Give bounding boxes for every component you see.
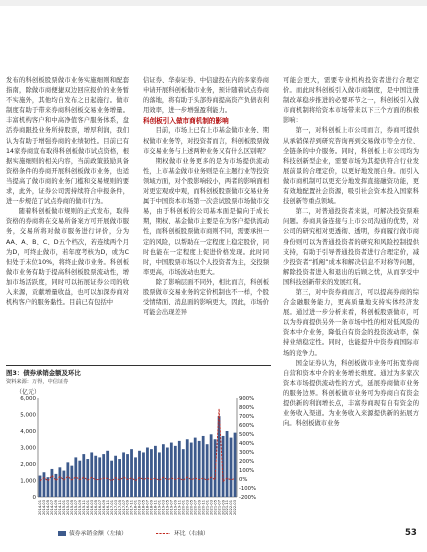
figure-source: 资料来源：万得，中信证券 — [6, 379, 69, 385]
x-tick-label: 2022-03 — [233, 500, 238, 516]
bar — [134, 457, 137, 497]
x-tick-label: 2020-09 — [197, 500, 202, 516]
bar — [230, 438, 233, 497]
bond-underwriting-chart — [6, 384, 271, 543]
x-tick-label: 2016-09 — [101, 500, 106, 516]
bar — [202, 436, 205, 497]
bar — [162, 444, 165, 497]
bar — [106, 451, 109, 497]
bar — [166, 448, 169, 498]
bar — [190, 443, 193, 497]
left-tick-label: 5,000 — [20, 412, 36, 419]
right-tick-label: 600% — [239, 423, 255, 429]
x-tick-label: 2018-01 — [133, 500, 138, 516]
paragraph: 目前，市场上已有上市基金做市业务、期权做市业务等，对投资者而言，科创板股票做市交易业务与上述两种业务又有什么区别呢？ — [143, 127, 269, 155]
paragraph: 除了影响层面不同外，相比而言，科创板股票做市交易业务的定价机制也不一样，个股受情绪面、消息面的影响更大，因此，市场价可能会出现差异 — [143, 278, 269, 317]
bar — [178, 441, 181, 497]
bar — [98, 457, 101, 497]
x-tick-label: 2016-11 — [105, 500, 110, 516]
bar — [234, 433, 237, 497]
x-tick-label: 2018-05 — [141, 500, 146, 516]
left-tick-label: 3,000 — [20, 445, 36, 452]
page-number: 53 — [405, 528, 417, 538]
bar — [226, 431, 229, 497]
paragraph: 发布的科创板股票做市业务实施细则和配套指南，除做市商便捷双边回应报价的业务暂不实施外，其他均自发布之日起施行。做市制度有助于带来券商科创板交易业务增量。丰富机构客户和中高净值客户服务体系，盘活券商跟投业务所持股票，增厚利润，我们认为有助于增强券商的业绩韧性。目前已有14家券商宣布取得科创板做市试点资格，根据实施细则的相关内容，当前政策鼓励具备资格条件的券商开展科创板做市业务，也适当提高了做市商的业务门槛和交易规则的要求，此外，证券公司需持续符合申报条件，进一步规范了试点券商的做市行为。 — [6, 77, 129, 206]
right-tick-label: 900% — [239, 396, 255, 402]
right-tick-label: 100% — [239, 468, 255, 474]
right-tick-label: 200% — [239, 459, 255, 465]
x-tick-label: 2016-05 — [93, 500, 98, 516]
x-tick-label: 2015-11 — [81, 500, 86, 516]
x-tick-label: 2020-01 — [181, 500, 186, 516]
bar — [39, 476, 42, 497]
left-tick-label: 0 — [32, 495, 36, 501]
x-tick-label: 2019-09 — [173, 500, 178, 516]
x-tick-label: 2021-05 — [213, 500, 218, 516]
x-tick-label: 2020-05 — [189, 500, 194, 516]
right-tick-label: 800% — [239, 405, 255, 411]
paragraph: 第一，对科创板上市公司而言，券商可提供从承销保荐到研究咨询再到交易做市等全方位、全链条的中介服务。同时，科创板上市公司均为科技创新型企业，需要市场为其提供符合行业发展前景的合理定价，以更好地发展自身。而引入做市商机制可以更充分地发挥直接融资功能，更有效地配置社会资源，吸引社会资本投入国家科技创新等重点领域。 — [283, 127, 419, 206]
x-tick-label: 2021-03 — [209, 500, 214, 516]
bar — [198, 441, 201, 497]
bar — [186, 439, 189, 497]
x-tick-label: 2019-07 — [169, 500, 174, 516]
x-tick-label: 2015-03 — [66, 500, 71, 516]
bar — [170, 443, 173, 497]
x-tick-label: 2016-03 — [89, 500, 94, 516]
text-column-1 — [6, 76, 129, 308]
x-tick-label: 2021-07 — [217, 500, 222, 516]
left-tick-label: 2,000 — [20, 462, 36, 468]
x-tick-label: 2021-01 — [205, 500, 210, 516]
bar — [182, 449, 185, 497]
legend-label-line: 环比（右轴） — [174, 531, 209, 537]
x-tick-label: 2017-11 — [129, 500, 134, 516]
figure-caption: 图3：债券承销金额及环比 — [6, 365, 271, 378]
bar — [43, 472, 46, 497]
x-tick-label: 2018-03 — [137, 500, 142, 516]
paragraph: 随着科创板做市规则的正式发布，取得资格的券商将在交易所备案方可开展做市服务，交易所将对做市服务进行评价，分为AA、A、B、C、D五个档次，若连续两个月为D，可终止做市，若年度考核为D，或为C但处于末位10%，将终止做市业务。科创板做市业务有助于提高科创板股票流动性，增加市场活跃度，同时可以拓展证券公司的收入来源，贡献增量收益，也可以加深券商对机构客户的服务黏性。目前已有包括中 — [6, 208, 129, 307]
legend-label-bar: 债券承销金额（左轴） — [69, 531, 127, 537]
bar — [110, 461, 113, 497]
bar — [51, 469, 54, 497]
bar — [174, 446, 177, 497]
paragraph: 第三，对中资券商而言，可以提高券商的综合金融服务能力，更高质量地支持实体经济发展。通过进一步分析来看，科创板股票做市，可以为券商提供另外一条市场中性的相对低风险的资本中介业务，降低自有资金的投资波动率，保持业绩稳定性。同时，也能提升中资券商国际市场的竞争力。 — [283, 288, 419, 357]
x-tick-label: 2017-01 — [109, 500, 114, 516]
x-tick-label: 2018-11 — [153, 500, 158, 516]
left-tick-label: 1,000 — [20, 478, 36, 485]
x-tick-label: 2019-01 — [157, 500, 162, 516]
bar — [158, 452, 161, 497]
x-tick-label: 2020-11 — [201, 500, 206, 516]
top-border — [0, 0, 427, 6]
x-tick-label: 2017-07 — [121, 500, 126, 516]
bar — [154, 446, 157, 497]
x-tick-label: 2020-03 — [185, 500, 190, 516]
bar — [82, 454, 85, 497]
bar — [55, 474, 58, 497]
bar — [142, 452, 145, 497]
bar — [206, 444, 209, 497]
right-tick-label: 500% — [239, 432, 255, 438]
right-tick-label: 400% — [239, 441, 255, 447]
x-tick-label: 2021-09 — [221, 500, 226, 516]
bar — [210, 434, 213, 497]
x-tick-label: 2017-09 — [125, 500, 130, 516]
bar — [94, 456, 97, 497]
bar — [122, 452, 125, 497]
x-tick-label: 2022-01 — [229, 500, 234, 516]
left-axis-unit: （亿元） — [16, 389, 41, 396]
paragraph: 信证券、华泰证券、中信建投在内的多家券商申请开展科创板做市业务，预计随着试点券商的落地，将有助于头部券商提高资产负债表利用效率，进一步增强盈利能力。 — [143, 77, 269, 115]
section-heading: 科创板引入做市商机制的影响 — [143, 117, 229, 126]
x-tick-label: 2018-07 — [145, 500, 150, 516]
bar — [86, 459, 89, 497]
x-tick-label: 2019-05 — [165, 500, 170, 516]
paragraph: 可能会更大，需要专业机构投资者进行合理定价。而此时科创板引入做市商制度，是中国注册制改革稳步推进的必要环节之一，科创板引入做市商机制将给资本市场带来以下三个方面的积极影响： — [283, 77, 419, 125]
x-tick-label: 2018-09 — [149, 500, 154, 516]
x-tick-label: 2014-07 — [50, 500, 55, 516]
x-tick-label: 2014-11 — [58, 500, 63, 516]
left-tick-label: 6,000 — [20, 396, 36, 402]
bar — [62, 471, 65, 497]
bar — [138, 451, 141, 497]
text-column-2 — [143, 76, 269, 318]
paragraph: 国金证券认为，科创板做市业务可拓宽券商自营和资本中介的业务增长维度。通过为多家次资本市场提供流动性的方式，延展券商做市业务的服务边界。科创板做市业务可为券商自有资金提供新的利润增长点，丰富券商现有自有资金的业务收入渠道。为业务收入来源提供新的拓展方向。科创板做市业务 — [283, 359, 419, 428]
x-tick-label: 2016-07 — [97, 500, 102, 516]
paragraph: 期权做市业务更多的是为市场提供流动性，上市基金做市业务则是在主题行业等投资领域方面，对个股影响较小，两者的影响面相对更宏观或中观，而科创板股票做市交易业务属于中国资本市场第一次尝试股票市场做市交易，由于科创板的公司基本面是偏向于成长期，期权、基金做市主要是在为客户提供流动性，而科创板股票做市商则不同，需要承担一定的风险，以帮助在一定程度上稳定股价，同时也能在一定程度上促进价格发现。此时同时，中国股票市场以个人投资者为主，交投频率更高，市场波动也更大。 — [143, 157, 269, 276]
right-tick-label: 700% — [239, 414, 255, 420]
right-tick-label: 0% — [239, 477, 248, 483]
left-tick-label: 4,000 — [20, 429, 36, 435]
bar — [90, 452, 93, 497]
x-tick-label: 2019-03 — [161, 500, 166, 516]
bar — [126, 454, 129, 497]
right-tick-label: -100% — [239, 486, 257, 492]
bar — [194, 438, 197, 497]
right-tick-label: 300% — [239, 450, 255, 456]
x-tick-label: 2020-07 — [193, 500, 198, 516]
bar — [146, 448, 149, 498]
bar — [66, 462, 69, 497]
bar — [150, 449, 153, 497]
bar — [222, 436, 225, 497]
paragraph: 第二，对普通投资者来说，可解决投资票难问题。券商具备连接与上市公司沟通的优势，对公司的研究相对更透彻、透明，券商履行做市商身份则可以为普通投资者的研究和风险控制提供支持，有助于引导普通投资者进行合理定价，减少投资者“抓阄”成本和解决信息不对称等问题，解除投资者进入和退出的后顾之忧，从而享受中国科技创新带来的发展红利。 — [283, 208, 419, 286]
bar — [114, 456, 117, 497]
x-tick-label: 2014-05 — [46, 500, 51, 516]
bar — [70, 466, 73, 497]
x-tick-label: 2017-03 — [113, 500, 118, 516]
x-tick-label: 2021-11 — [225, 500, 230, 516]
x-tick-label: 2016-01 — [85, 500, 90, 516]
x-tick-label: 2014-01 — [38, 500, 43, 516]
legend-swatch-bar — [58, 531, 66, 536]
x-tick-label: 2015-05 — [70, 500, 75, 516]
x-tick-label: 2014-03 — [42, 500, 47, 516]
bar — [102, 454, 105, 497]
bar — [130, 449, 133, 497]
x-tick-label: 2019-11 — [177, 500, 182, 516]
x-tick-label: 2017-05 — [117, 500, 122, 516]
x-tick-label: 2015-09 — [77, 500, 82, 516]
right-tick-label: -200% — [239, 495, 257, 501]
figure-3 — [6, 365, 271, 543]
x-tick-label: 2015-01 — [62, 500, 67, 516]
bar — [118, 459, 121, 497]
text-column-3 — [283, 76, 419, 429]
x-tick-label: 2015-07 — [74, 500, 79, 516]
x-tick-label: 2014-09 — [54, 500, 59, 516]
bar — [58, 467, 61, 497]
